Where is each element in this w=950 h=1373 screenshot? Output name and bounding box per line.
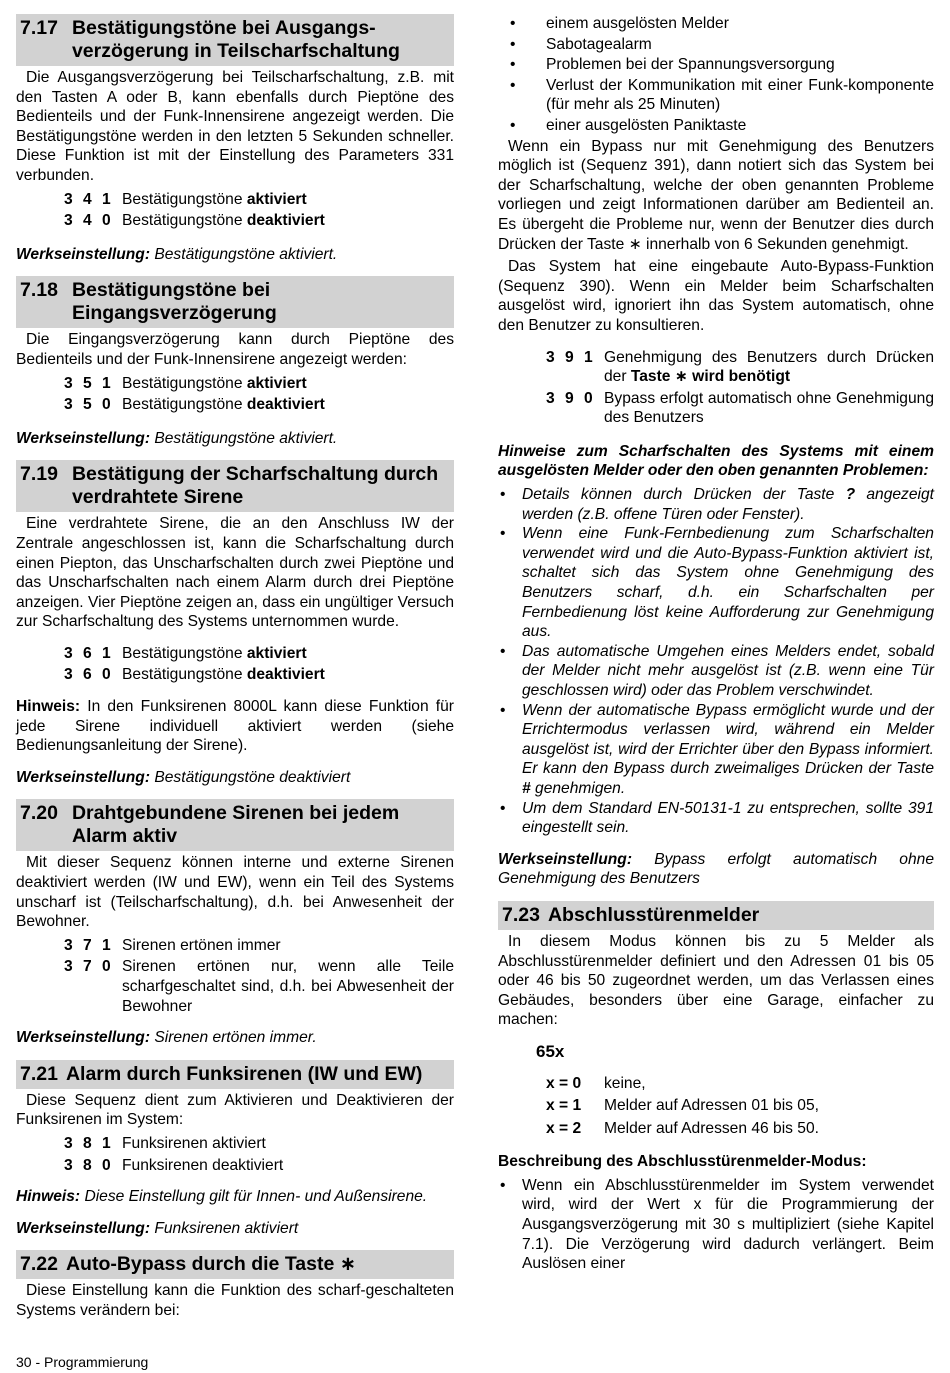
paragraph: In diesem Modus können bis zu 5 Melder als Abschlusstürenmelder definiert und den Adressen 01 bis 05 oder 46 bis 50 zugeordnet werden, um das Verlassen eines Gebäudes, besonders über eine Garage, einfacher zu machen: (498, 932, 934, 1029)
option-list (16, 644, 454, 685)
option-text: Bestätigungstöne deaktiviert (122, 212, 325, 230)
factory-default: Werkseinstellung: Bypass erfolgt automatisch ohne Genehmigung des Benutzers (498, 850, 934, 888)
option-text: Bestätigungstöne aktiviert (122, 644, 307, 662)
section-number: 7.20 (20, 802, 58, 825)
option-code: 3 7 0 (64, 958, 114, 976)
list-item: • einem ausgelösten Melder (498, 14, 934, 34)
paragraph: Diese Einstellung kann die Funktion des scharf-geschalteten Systems verändern bei: (16, 1282, 454, 1319)
paragraph: Die Eingangsverzögerung kann durch Pieptöne des Bedienteils und der Funk-Innensirene angezeigt werden: (16, 331, 454, 368)
option-row (64, 211, 454, 231)
section-heading-7-22 (16, 1250, 454, 1279)
option-code: 3 4 1 (64, 190, 114, 208)
list-item: • Sabotagealarm (498, 35, 934, 55)
option-text: Bestätigungstöne deaktiviert (122, 666, 325, 684)
option-list (16, 190, 454, 231)
section-number: 7.21 (20, 1062, 58, 1085)
paragraph: Eine verdrahtete Sirene, die an den Anschluss IW der Zentrale angeschlossen ist, kann die Scharfschaltung durch einen Piepton, das Unscharfschalten durch zwei Pieptöne und das Unscharfschalten nach einem Alarm durch drei Pieptöne anzeigen. Vier Pieptöne zeigen an, dass ein ungültiger Versuch zur Scharfschaltung des Systems unternommen wurde. (16, 515, 454, 631)
hint-note: Hinweis: Diese Einstellung gilt für Innen- und Außensirene. (16, 1188, 428, 1206)
sequence-code: 65x (536, 1041, 565, 1061)
factory-default: Werkseinstellung: Bestätigungstöne aktiviert. (16, 245, 338, 263)
option-code: 3 6 1 (64, 644, 114, 662)
option-text: Funksirenen deaktiviert (122, 1156, 284, 1174)
option-text: Melder auf Adressen 01 bis 05, (604, 1097, 819, 1115)
option-row (498, 1074, 934, 1094)
section-heading-7-23 (498, 901, 934, 930)
notes-list (498, 485, 934, 838)
list-item: • Das automatische Umgehen eines Melders endet, sobald der Melder nicht mehr ausgelöst ist (z.B. wenn eine Tür geschlossen wird) oder das Problem verschwindet. (498, 642, 934, 701)
bullet-list (498, 14, 934, 136)
list-item: • Verlust der Kommunikation mit einer Funk-komponente (für mehr als 25 Minuten) (498, 76, 934, 115)
option-code: x = 0 (546, 1074, 582, 1092)
description-list (498, 1176, 934, 1274)
right-column (498, 14, 934, 1275)
option-code: x = 2 (546, 1119, 582, 1137)
option-row (498, 1119, 934, 1139)
option-row (546, 348, 934, 387)
section-number: 7.18 (20, 279, 58, 302)
option-text: Bestätigungstöne aktiviert (122, 374, 307, 392)
option-row (64, 644, 454, 664)
list-item: • Um dem Standard EN-50131-1 zu entsprechen, sollte 391 eingestellt sein. (498, 799, 934, 838)
option-code: 3 7 1 (64, 936, 114, 954)
section-number: 7.23 (502, 903, 540, 926)
section-title: Bestätigungstöne bei Ausgangs-verzögerung in Teilscharfschaltung (71, 17, 400, 62)
option-list (16, 936, 454, 1016)
option-code: 3 8 0 (64, 1156, 114, 1174)
option-text: Bestätigungstöne deaktiviert (122, 396, 325, 414)
section-number: 7.17 (20, 17, 58, 39)
option-text: Funksirenen aktiviert (122, 1134, 266, 1152)
section-title: Abschlusstürenmelder (547, 903, 760, 926)
option-text: Sirenen ertönen nur, wenn alle Teile scharfgeschaltet sind, d.h. bei Abwesenheit der Bewohner (122, 958, 454, 1015)
section-heading-7-21 (16, 1060, 454, 1089)
section-number: 7.22 (20, 1253, 58, 1276)
list-item: • einer ausgelösten Paniktaste (498, 116, 934, 136)
page-footer: 30 - Programmierung (16, 1354, 149, 1370)
option-row (64, 936, 454, 956)
section-heading-7-18 (16, 276, 454, 328)
section-number: 7.19 (20, 463, 58, 486)
description-heading: Beschreibung des Abschlusstürenmelder-Modus: (498, 1153, 867, 1171)
option-row (64, 957, 454, 1016)
paragraph: Diese Sequenz dient zum Aktivieren und Deaktivieren der Funksirenen im System: (16, 1091, 454, 1129)
section-title: Auto-Bypass durch die Taste ∗ (65, 1253, 357, 1276)
option-row (64, 1156, 454, 1176)
option-row (64, 395, 454, 415)
option-row (498, 1096, 934, 1116)
factory-default: Werkseinstellung: Sirenen ertönen immer. (16, 1029, 317, 1047)
option-text: Sirenen ertönen immer (122, 936, 281, 954)
paragraph: Wenn ein Bypass nur mit Genehmigung des Benutzers möglich ist (Sequenz 391), dann notiert sich das System bei der Scharfschaltung, welche der oben genannten Probleme vorliegen und zeigt Informationen darüber am Bedienteil an. Es übergeht die Probleme nur, wenn der Benutzer dies durch Drücken der Taste ∗ innerhalb von 6 Sekunden genehmigt. (498, 137, 934, 253)
factory-default: Werkseinstellung: Bestätigungstöne deaktiviert (16, 768, 351, 786)
option-row (546, 389, 934, 428)
paragraph: Das System hat eine eingebaute Auto-Bypass-Funktion (Sequenz 390). Wenn ein Melder beim Scharfschalten ausgelöst wird, ignoriert ihn das System automatisch, ohne den Benutzer zu konsultieren. (498, 258, 934, 334)
section-title: Bestätigungstöne bei Eingangsverzögerung (71, 279, 277, 325)
notes-heading: Hinweise zum Scharfschalten des Systems mit einem ausgelösten Melder oder den oben genannten Problemen: (498, 442, 934, 480)
section-heading-7-20 (16, 799, 454, 851)
option-text: keine, (604, 1074, 646, 1092)
option-code: 3 8 1 (64, 1134, 114, 1152)
hint-note: Hinweis: In den Funksirenen 8000L kann diese Funktion für jede Sirene individuell aktiviert werden (siehe Bedienungsanleitung der Sirene). (16, 698, 454, 755)
section-heading-7-19 (16, 460, 454, 512)
option-text: Melder auf Adressen 46 bis 50. (604, 1119, 819, 1137)
option-code: 3 5 0 (64, 396, 114, 414)
option-text: Bestätigungstöne aktiviert (122, 190, 307, 208)
option-code: x = 1 (546, 1097, 582, 1115)
option-text: Bypass erfolgt automatisch ohne Genehmigung des Benutzers (604, 389, 934, 427)
option-list (16, 374, 454, 415)
option-code: 3 6 0 (64, 666, 114, 684)
left-column (16, 14, 454, 1324)
option-code: 3 5 1 (64, 374, 114, 392)
paragraph: Die Ausgangsverzögerung bei Teilscharfschaltung, z.B. mit den Tasten A oder B, kann ebenfalls durch Pieptöne des Bedienteils und der Funk-Innensirene angezeigt werden. Die Bestätigungstöne werden in den letzten 5 Sekunden schneller. Diese Funktion ist mit der Einstellung des Parameters 331 verbunden. (16, 69, 454, 184)
option-row (64, 665, 454, 685)
option-code: 3 4 0 (64, 212, 114, 230)
list-item: • Wenn der automatische Bypass ermöglicht wurde und der Errichtermodus verlassen wird, während ein Melder ausgelöst ist, wird der Errichter über den Bypass informiert. Er kann den Bypass durch zweimaliges Drücken der Taste # genehmigen. (498, 701, 934, 799)
option-row (64, 1134, 454, 1154)
list-item: • Problemen bei der Spannungsversorgung (498, 55, 934, 75)
option-code: 3 9 0 (546, 389, 596, 407)
factory-default: Werkseinstellung: Bestätigungstöne aktiviert. (16, 429, 338, 447)
list-item: • Details können durch Drücken der Taste ? angezeigt werden (z.B. offene Türen oder Fenster). (498, 485, 934, 524)
factory-default: Werkseinstellung: Funksirenen aktiviert (16, 1219, 299, 1237)
option-list (498, 348, 934, 428)
option-row (64, 374, 454, 394)
option-row (64, 190, 454, 210)
option-code: 3 9 1 (546, 348, 596, 366)
option-text: Genehmigung des Benutzers durch Drücken der Taste ∗ wird benötigt (604, 348, 934, 386)
paragraph: Mit dieser Sequenz können interne und externe Sirenen deaktiviert werden (IW und EW), wenn ein Teil des Systems unscharf ist (Teilscharfschaltung), d.h. bei Anwesenheit der Bewohner. (16, 854, 454, 931)
section-title: Bestätigung der Scharfschaltung durch verdrahtete Sirene (71, 463, 439, 509)
list-item: • Wenn ein Abschlusstürenmelder im System verwendet wird, wird der Wert x für die Programmierung der Ausgangsverzögerung mit 30 s multipliziert (siehe Kapitel 7.1). Die Verzögerung wird dadurch verlängert. Beim Auslösen einer (498, 1176, 934, 1274)
section-heading-7-17 (16, 14, 454, 66)
section-title: Alarm durch Funksirenen (IW und EW) (65, 1062, 423, 1085)
option-list (16, 1134, 454, 1175)
section-title: Drahtgebundene Sirenen bei jedem Alarm aktiv (71, 802, 400, 848)
list-item: • Wenn eine Funk-Fernbedienung zum Scharfschalten verwendet wird und die Auto-Bypass-Funktion aktiviert ist, schaltet sich das System ohne Genehmigung des Benutzers scharf, d.h. ein Scharfschalten per Fernbedienung löst keine Aufforderung zur Genehmigung aus. (498, 524, 934, 642)
